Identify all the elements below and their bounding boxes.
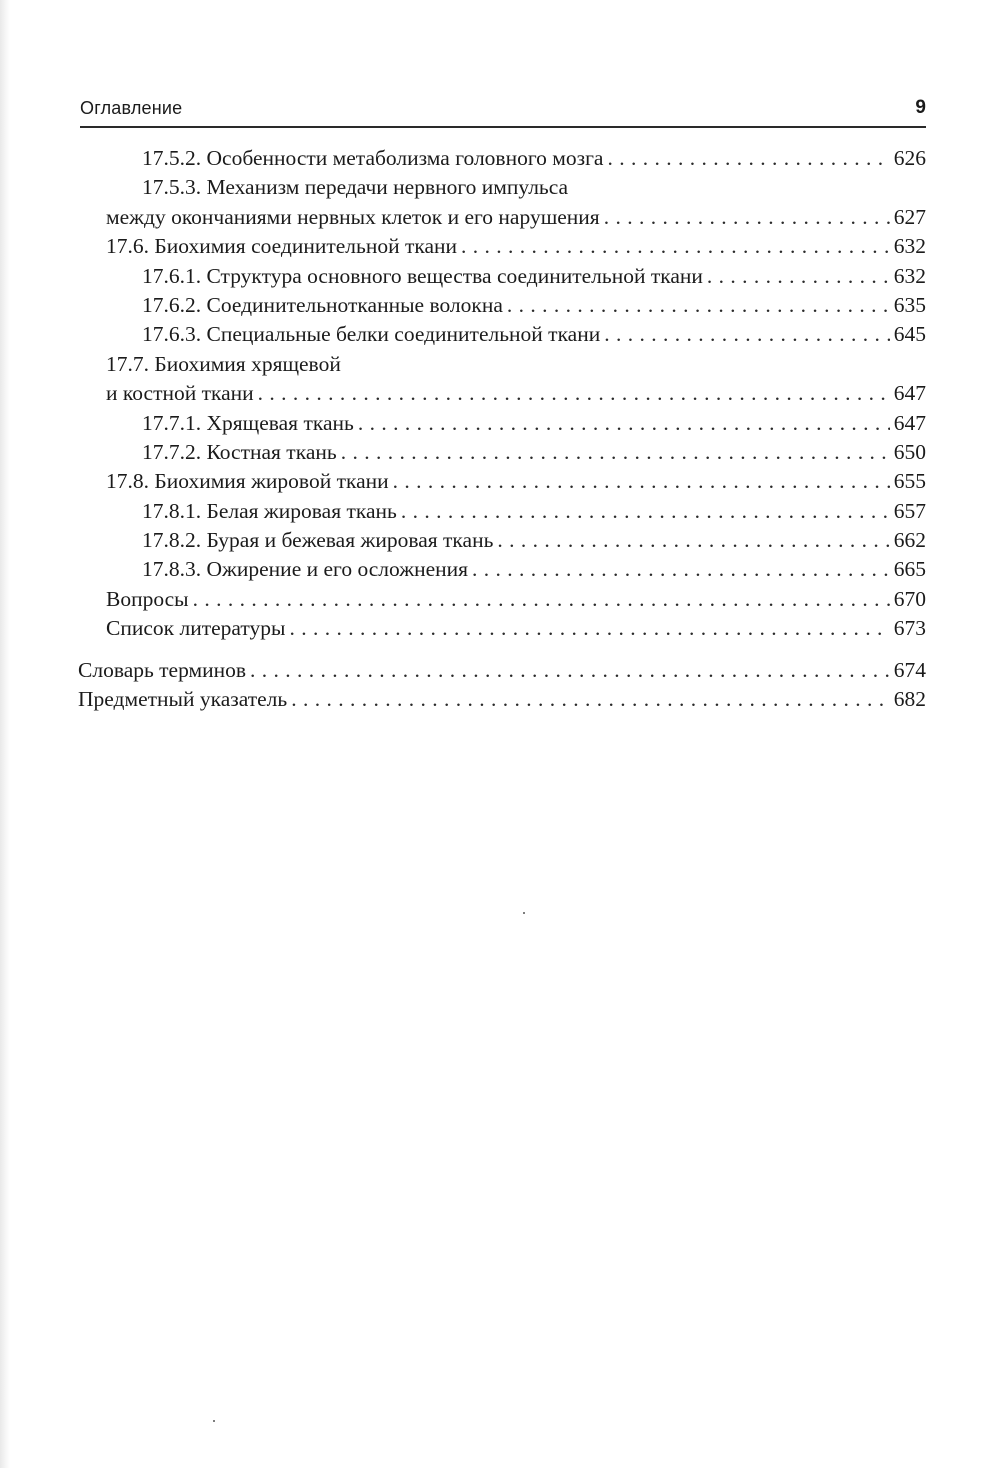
toc-entry-page: 635 [893, 292, 926, 317]
toc-entry-page: 647 [893, 410, 926, 435]
toc-entry-title: Список литературы [106, 616, 286, 641]
toc-entry-title: 17.5.3. Механизм передачи нервного импульса [142, 175, 569, 200]
toc-entry[interactable] [78, 526, 926, 555]
toc-entry[interactable] [78, 467, 926, 496]
scan-speck [523, 912, 525, 914]
page-edge-shadow [0, 0, 10, 1468]
toc-entry[interactable] [78, 350, 926, 379]
toc-entry-page: 662 [893, 528, 926, 553]
toc-entry-title: 17.7. Биохимия хрящевой [106, 351, 341, 376]
toc-entry-title: 17.8.3. Ожирение и его осложнения [142, 557, 469, 582]
toc-entry-title: Предметный указатель [78, 687, 288, 712]
scan-speck [213, 1420, 215, 1422]
toc-entry-title: Вопросы [106, 586, 189, 611]
dot-leader [250, 656, 890, 685]
toc-entry-page: 632 [893, 263, 926, 288]
toc-entry-page: 626 [893, 146, 926, 170]
toc-entry[interactable] [78, 555, 926, 584]
toc-entry[interactable] [78, 585, 926, 614]
table-of-contents [78, 144, 926, 714]
toc-entry[interactable] [78, 232, 926, 261]
toc-entry[interactable] [78, 379, 926, 408]
toc-entry-page: 627 [893, 204, 926, 229]
toc-entry-title: 17.8.1. Белая жировая ткань [142, 498, 397, 523]
toc-entry-page: 650 [893, 439, 926, 464]
toc-entry-page: 632 [893, 234, 926, 259]
running-head-page-number: 9 [915, 97, 926, 118]
toc-entry-title: 17.6. Биохимия соединительной ткани [106, 234, 458, 259]
toc-entry[interactable] [78, 262, 926, 291]
dot-leader [497, 526, 889, 555]
toc-entry-page: 645 [893, 322, 926, 347]
dot-leader [604, 320, 890, 349]
toc-entry[interactable] [78, 438, 926, 467]
dot-leader [358, 409, 890, 438]
toc-entry-page: 657 [893, 498, 926, 523]
toc-entry-page: 655 [893, 469, 926, 494]
toc-entry[interactable] [78, 320, 926, 349]
dot-leader [607, 144, 889, 173]
toc-entry-title: Словарь терминов [78, 657, 247, 682]
dot-leader [507, 291, 890, 320]
toc-entry-page: 682 [893, 687, 926, 712]
toc-entry[interactable] [78, 614, 926, 643]
dot-leader [401, 497, 890, 526]
running-head-title: Оглавление [80, 98, 183, 118]
running-head [80, 96, 926, 128]
toc-entry[interactable] [78, 144, 926, 173]
toc-entry-title: между окончаниями нервных клеток и его нарушения [106, 204, 600, 229]
toc-entry-title: 17.7.2. Костная ткань [142, 439, 337, 464]
dot-leader [707, 262, 890, 291]
dot-leader [193, 585, 890, 614]
toc-entry-title: 17.5.2. Особенности метаболизма головного мозга [142, 146, 604, 170]
toc-entry-page: 673 [893, 616, 926, 641]
dot-leader [291, 685, 890, 714]
toc-entry-title: 17.7.1. Хрящевая ткань [142, 410, 354, 435]
dot-leader [461, 232, 890, 261]
toc-entry-page: 665 [893, 557, 926, 582]
dot-leader [472, 555, 890, 584]
toc-entry[interactable] [78, 203, 926, 232]
toc-entry-page: 674 [893, 657, 926, 682]
toc-entry-title: 17.6.1. Структура основного вещества соединительной ткани [142, 263, 703, 288]
dot-leader [604, 203, 890, 232]
dot-leader [341, 438, 890, 467]
toc-entry[interactable] [78, 497, 926, 526]
toc-entry-title: 17.6.3. Специальные белки соединительной ткани [142, 322, 601, 347]
toc-entry[interactable] [78, 685, 926, 714]
toc-entry[interactable] [78, 656, 926, 685]
toc-entry-title: 17.6.2. Соединительнотканные волокна [142, 292, 503, 317]
toc-entry-title: 17.8. Биохимия жировой ткани [106, 469, 389, 494]
dot-leader [289, 614, 889, 643]
dot-leader [258, 379, 890, 408]
toc-entry[interactable] [78, 173, 926, 202]
dot-leader [393, 467, 890, 496]
toc-entry-title: и костной ткани [106, 381, 254, 406]
toc-entry-title: 17.8.2. Бурая и бежевая жировая ткань [142, 528, 494, 553]
toc-entry-page: 670 [893, 586, 926, 611]
toc-entry[interactable] [78, 409, 926, 438]
toc-entry-page: 647 [893, 381, 926, 406]
toc-entry[interactable] [78, 291, 926, 320]
